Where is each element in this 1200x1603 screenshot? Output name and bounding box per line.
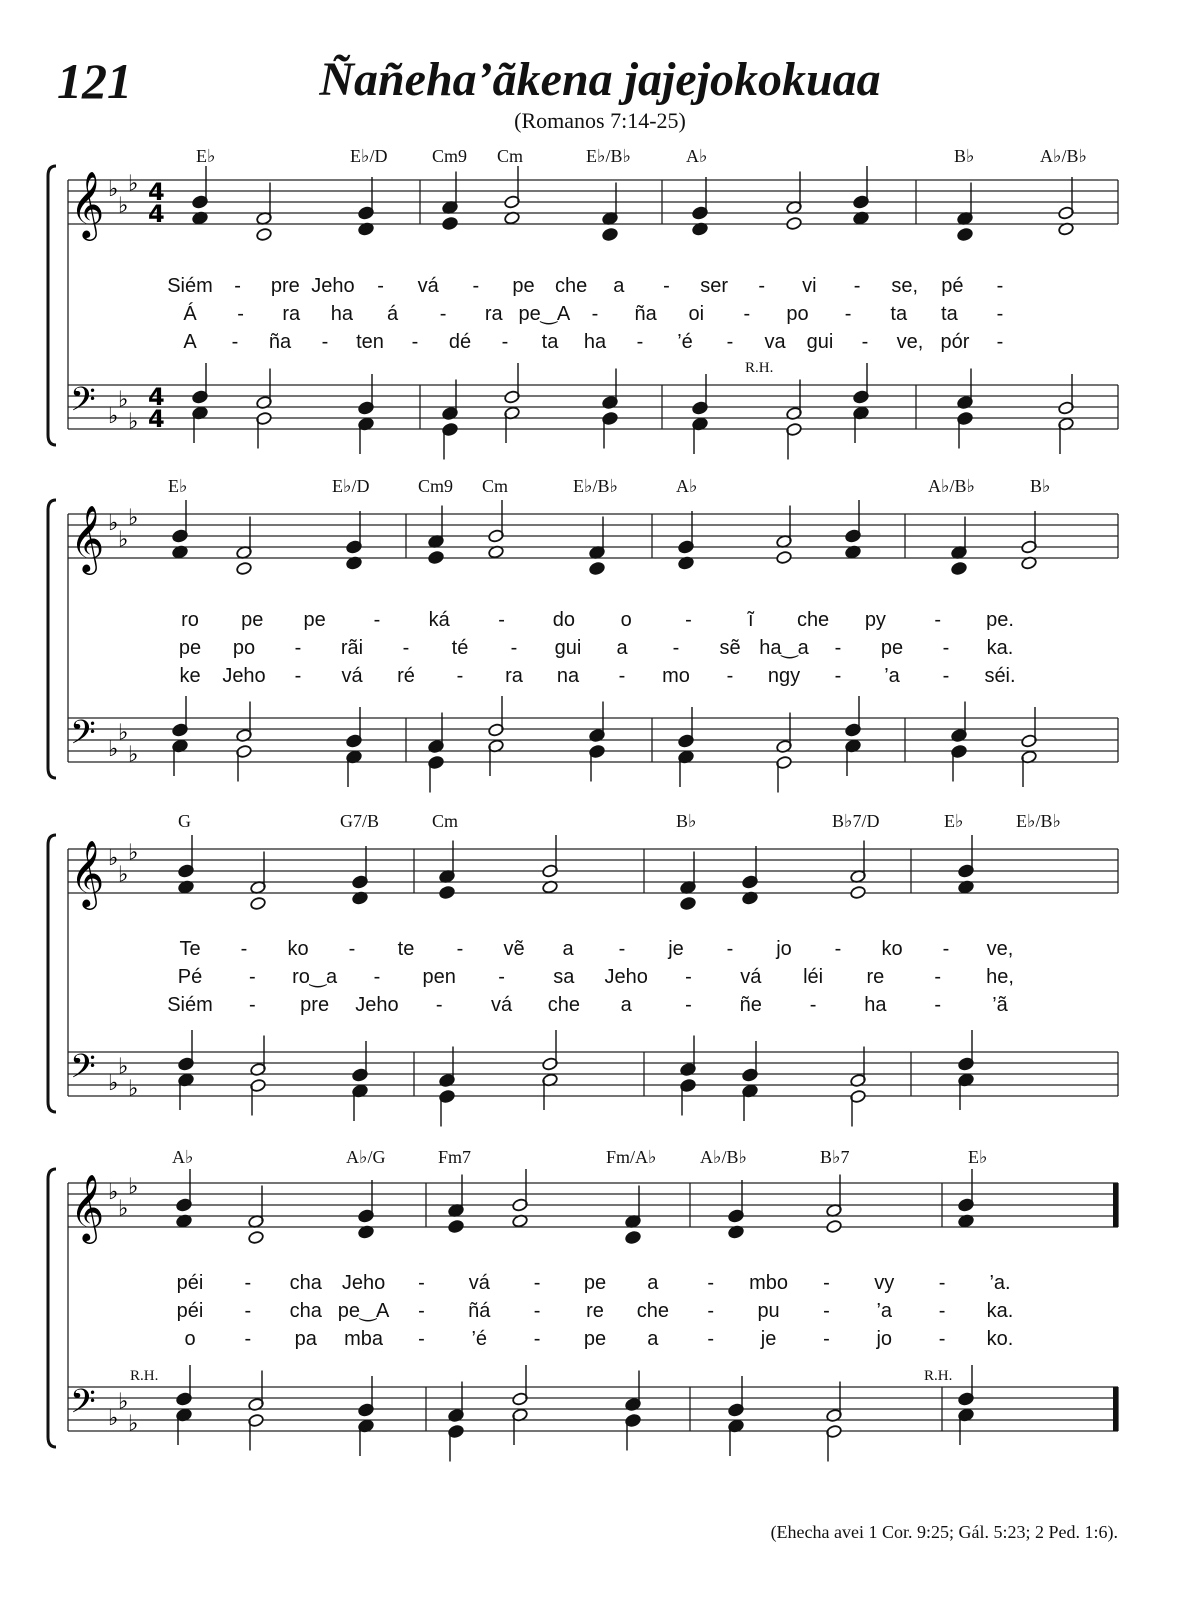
lyric-syllable: a — [562, 938, 574, 960]
lyric-syllable: - — [348, 938, 356, 960]
lyric-syllable: se, — [891, 275, 919, 297]
lyric-syllable: - — [411, 331, 419, 353]
lyric-syllable: - — [456, 938, 464, 960]
lyric-syllable: ser — [700, 275, 729, 297]
lyric-syllable: - — [402, 637, 410, 659]
key-flat-icon: ♭ — [108, 177, 119, 202]
lyric-syllable: Te — [179, 938, 201, 960]
treble-clef-icon: 𝄞 — [70, 170, 105, 238]
chord-symbol: E♭/B♭ — [1016, 811, 1061, 831]
chord-symbol: Cm — [482, 476, 509, 496]
lyric-syllable: - — [533, 1328, 541, 1350]
note-head — [236, 561, 253, 575]
lyric-syllable: - — [591, 303, 599, 325]
lyric-syllable: - — [456, 665, 464, 687]
chord-symbol: E♭/D — [332, 476, 370, 496]
lyric-syllable: a — [620, 994, 632, 1016]
lyric-syllable: - — [938, 1328, 946, 1350]
lyric-syllable: - — [418, 1300, 425, 1322]
lyric-syllable: ko — [881, 938, 903, 960]
lyric-syllable: vy — [874, 1272, 895, 1294]
lyric-syllable: Jeho — [222, 665, 266, 687]
time-signature: 4 — [148, 178, 165, 206]
lyric-syllable: pe‿A — [337, 1300, 390, 1322]
lyric-syllable: ten — [356, 331, 384, 353]
chord-symbol: Cm9 — [432, 146, 468, 166]
lyric-syllable: ñe — [739, 994, 762, 1016]
bass-clef-icon: 𝄢 — [70, 1048, 96, 1094]
lyric-syllable: oi — [688, 303, 705, 325]
lyric-syllable: pe. — [986, 609, 1014, 631]
lyric-syllable: - — [996, 331, 1004, 353]
lyric-syllable: Siém — [167, 994, 213, 1016]
lyric-syllable: péi — [176, 1300, 204, 1322]
lyric-syllable: ta — [890, 303, 908, 325]
chord-symbol: G — [178, 811, 191, 831]
chord-symbol: Fm/A♭ — [606, 1147, 657, 1167]
lyric-syllable: ve, — [896, 331, 924, 353]
key-flat-icon: ♭ — [128, 840, 139, 866]
chord-symbol: A♭/G — [346, 1147, 386, 1167]
time-signature: 4 — [148, 405, 165, 433]
right-hand-marking: R.H. — [924, 1368, 953, 1384]
lyric-syllable: vá — [341, 665, 363, 687]
lyric-syllable: - — [244, 1300, 252, 1322]
lyric-syllable: ro — [181, 609, 199, 631]
lyric-syllable: té — [451, 637, 469, 659]
key-flat-icon: ♭ — [128, 742, 139, 768]
lyric-syllable: re — [866, 966, 885, 988]
lyric-syllable: pa — [294, 1328, 317, 1350]
key-flat-icon: ♭ — [118, 720, 129, 746]
chord-symbol: B♭7 — [820, 1147, 850, 1167]
lyric-syllable: a — [647, 1328, 659, 1350]
note-head — [442, 216, 459, 230]
final-barline — [1113, 1387, 1118, 1431]
lyric-syllable: - — [418, 1328, 425, 1350]
chord-symbol: A♭/B♭ — [928, 476, 975, 496]
lyric-syllable: ĩ — [747, 609, 754, 631]
system — [48, 811, 1118, 1127]
lyric-syllable: o — [620, 609, 632, 631]
lyric-syllable: pe — [583, 1328, 607, 1350]
lyric-syllable: je — [668, 938, 684, 960]
lyric-syllable: - — [533, 1300, 541, 1322]
lyric-syllable: he, — [986, 966, 1014, 988]
lyric-syllable: - — [707, 1272, 715, 1294]
lyric-syllable: po — [786, 303, 809, 325]
lyric-syllable: - — [743, 303, 751, 325]
lyric-syllable: vá — [417, 275, 439, 297]
lyric-syllable: ko. — [986, 1328, 1014, 1350]
lyric-syllable: ta — [941, 303, 958, 325]
lyric-syllable: pe — [241, 609, 264, 631]
lyric-syllable: ta — [541, 331, 559, 353]
lyric-syllable: - — [853, 275, 861, 297]
key-flat-icon: ♭ — [118, 193, 129, 219]
system — [48, 1147, 1118, 1462]
treble-clef-icon: 𝄞 — [70, 839, 105, 907]
chord-symbol: Cm — [497, 146, 524, 166]
right-hand-marking: R.H. — [130, 1368, 159, 1384]
lyric-syllable: vẽ — [503, 938, 525, 960]
lyric-syllable: - — [240, 938, 248, 960]
lyric-syllable: - — [244, 1272, 252, 1294]
lyric-syllable: ña — [268, 331, 292, 353]
bass-clef-icon: 𝄢 — [70, 1383, 96, 1429]
lyric-syllable: ka. — [986, 1300, 1014, 1322]
system — [48, 146, 1118, 460]
lyric-syllable: cha — [289, 1272, 322, 1294]
lyric-syllable: - — [672, 637, 680, 659]
lyric-syllable: - — [685, 609, 692, 631]
note-head — [448, 1219, 465, 1233]
key-flat-icon: ♭ — [128, 505, 139, 531]
lyric-syllable: - — [439, 303, 447, 325]
key-flat-icon: ♭ — [108, 404, 119, 429]
lyric-syllable: che — [796, 609, 830, 631]
lyric-syllable: ha — [583, 331, 607, 353]
lyric-syllable: - — [844, 303, 852, 325]
lyric-syllable: séi. — [984, 665, 1016, 687]
lyric-syllable: ña — [634, 303, 657, 325]
key-flat-icon: ♭ — [128, 409, 139, 435]
lyric-syllable: a — [616, 637, 628, 659]
lyric-syllable: dé — [448, 331, 472, 353]
lyric-syllable: gui — [554, 637, 582, 659]
lyric-syllable: - — [237, 303, 244, 325]
lyric-syllable: ha‿a — [759, 637, 809, 659]
lyric-syllable: Á — [183, 303, 197, 325]
lyric-syllable: - — [934, 966, 942, 988]
lyric-syllable: ngy — [767, 665, 801, 687]
lyric-syllable: - — [435, 994, 443, 1016]
chord-symbol: Cm — [432, 811, 459, 831]
note-head — [786, 216, 803, 230]
chord-symbol: A♭ — [686, 146, 708, 166]
lyric-syllable: - — [726, 938, 734, 960]
note-head — [589, 561, 606, 575]
key-flat-icon: ♭ — [118, 1054, 129, 1080]
lyric-syllable: ha — [864, 994, 887, 1016]
key-flat-icon: ♭ — [128, 1411, 139, 1437]
lyric-syllable: che — [555, 275, 588, 297]
lyric-syllable: pre — [300, 994, 330, 1016]
lyric-syllable: ve, — [986, 938, 1014, 960]
key-flat-icon: ♭ — [108, 737, 119, 762]
lyric-syllable: pe — [583, 1272, 607, 1294]
lyric-syllable: - — [231, 331, 239, 353]
lyric-syllable: ka. — [986, 637, 1014, 659]
lyric-syllable: pe — [303, 609, 326, 631]
lyric-syllable: je — [760, 1328, 777, 1350]
lyric-syllable: rãi — [340, 637, 364, 659]
lyric-syllable: po — [232, 637, 256, 659]
lyric-syllable: che — [636, 1300, 669, 1322]
lyric-syllable: pe — [880, 637, 904, 659]
key-flat-icon: ♭ — [118, 1196, 129, 1222]
lyric-syllable: ’a — [876, 1300, 893, 1322]
system-bracket — [48, 166, 56, 445]
lyric-syllable: jo — [776, 938, 792, 960]
lyric-syllable: - — [321, 331, 329, 353]
lyric-syllable: o — [184, 1328, 196, 1350]
chord-symbol: E♭ — [968, 1147, 988, 1167]
lyric-syllable: ’ã — [992, 994, 1008, 1016]
treble-clef-icon: 𝄞 — [70, 504, 105, 572]
key-flat-icon: ♭ — [118, 862, 129, 888]
note-head — [951, 561, 968, 575]
lyric-syllable: - — [861, 331, 869, 353]
lyric-syllable: Jeho — [311, 275, 355, 297]
lyric-syllable: - — [294, 637, 302, 659]
lyric-syllable: sa — [553, 966, 575, 988]
lyric-syllable: a — [613, 275, 625, 297]
chord-symbol: E♭/D — [350, 146, 388, 166]
lyric-syllable: pe — [178, 637, 202, 659]
lyric-syllable: Jeho — [355, 994, 399, 1016]
lyric-syllable: - — [934, 609, 942, 631]
lyric-syllable: pu — [757, 1300, 780, 1322]
lyric-syllable: - — [618, 938, 626, 960]
lyric-syllable: - — [685, 994, 692, 1016]
lyric-syllable: - — [373, 966, 381, 988]
final-barline — [1113, 1183, 1118, 1227]
lyric-syllable: - — [942, 665, 950, 687]
lyric-syllable: - — [472, 275, 480, 297]
key-flat-icon: ♭ — [118, 527, 129, 553]
lyric-syllable: do — [552, 609, 575, 631]
lyric-syllable: Jeho — [341, 1272, 386, 1294]
lyric-syllable: ’é — [677, 331, 693, 353]
lyric-syllable: pre — [270, 275, 300, 297]
hymn-number: 121 — [57, 53, 132, 109]
key-flat-icon: ♭ — [108, 511, 119, 536]
lyric-syllable: á — [386, 303, 399, 325]
lyric-syllable: - — [996, 303, 1004, 325]
lyric-syllable: léi — [803, 966, 824, 988]
lyric-syllable: ra — [505, 665, 523, 687]
time-signature: 4 — [148, 383, 165, 411]
note-head — [602, 227, 619, 241]
lyric-syllable: - — [823, 1328, 830, 1350]
lyric-syllable: - — [294, 665, 302, 687]
lyric-syllable: pe‿A — [518, 303, 571, 325]
lyric-syllable: - — [234, 275, 241, 297]
lyric-syllable: péi — [176, 1272, 204, 1294]
lyric-syllable: py — [864, 609, 886, 631]
lyric-syllable: jo — [876, 1328, 893, 1350]
lyric-syllable: ré — [397, 665, 415, 687]
hymn-title: Ñañeha’ãkena jajejokokuaa — [319, 53, 881, 106]
lyric-syllable: - — [663, 275, 670, 297]
chord-symbol: A♭/B♭ — [700, 1147, 747, 1167]
lyric-syllable: na — [556, 665, 580, 687]
note-head — [850, 885, 867, 899]
chord-symbol: E♭ — [168, 476, 188, 496]
lyric-syllable: va — [764, 331, 786, 353]
right-hand-marking: R.H. — [745, 360, 774, 376]
chord-symbol: Cm9 — [418, 476, 454, 496]
lyric-syllable: vi — [802, 275, 817, 297]
lyric-syllable: ’a — [884, 665, 900, 687]
chord-symbol: B♭ — [676, 811, 697, 831]
lyric-syllable: vá — [468, 1272, 490, 1294]
lyric-syllable: cha — [289, 1300, 322, 1322]
lyric-syllable: - — [823, 1272, 830, 1294]
chord-symbol: E♭ — [944, 811, 964, 831]
treble-clef-icon: 𝄞 — [70, 1173, 105, 1241]
lyric-syllable: - — [373, 609, 381, 631]
chord-symbol: E♭ — [196, 146, 216, 166]
lyric-syllable: re — [586, 1300, 604, 1322]
lyric-syllable: ko — [287, 938, 309, 960]
lyric-syllable: - — [498, 966, 505, 988]
lyric-syllable: - — [533, 1272, 541, 1294]
lyric-syllable: ’é — [471, 1328, 488, 1350]
bass-clef-icon: 𝄢 — [70, 714, 96, 760]
lyric-syllable: ro‿a — [292, 966, 338, 988]
lyric-syllable: - — [498, 609, 505, 631]
lyric-syllable: ha — [330, 303, 353, 325]
lyric-syllable: - — [501, 331, 509, 353]
system — [48, 476, 1118, 793]
lyric-syllable: ’a. — [989, 1272, 1011, 1294]
chord-symbol: E♭/B♭ — [573, 476, 618, 496]
system-bracket — [48, 835, 56, 1112]
lyric-syllable: gui — [806, 331, 834, 353]
lyric-syllable: pór — [940, 331, 970, 353]
lyric-syllable: a — [647, 1272, 659, 1294]
system-bracket — [48, 1169, 56, 1447]
lyric-syllable: sẽ — [719, 637, 741, 659]
lyric-syllable: - — [618, 665, 626, 687]
note-head — [680, 896, 697, 910]
note-head — [776, 550, 793, 564]
lyric-syllable: - — [418, 1272, 425, 1294]
lyric-syllable: ra — [282, 303, 301, 325]
lyric-syllable: ká — [428, 609, 450, 631]
key-flat-icon: ♭ — [108, 1071, 119, 1096]
lyric-syllable: - — [248, 966, 256, 988]
lyric-syllable: che — [547, 994, 580, 1016]
key-flat-icon: ♭ — [128, 171, 139, 197]
key-flat-icon: ♭ — [128, 1174, 139, 1200]
lyric-syllable: - — [707, 1328, 715, 1350]
lyric-syllable: A — [183, 331, 197, 353]
lyric-syllable: pe — [512, 275, 535, 297]
lyric-syllable: - — [942, 637, 950, 659]
bass-clef-icon: 𝄢 — [70, 381, 96, 427]
lyric-syllable: - — [248, 994, 256, 1016]
chord-symbol: A♭/B♭ — [1040, 146, 1087, 166]
lyric-syllable: - — [510, 637, 518, 659]
lyric-syllable: - — [809, 994, 817, 1016]
lyric-syllable: ñá — [468, 1300, 491, 1322]
lyric-syllable: pen — [422, 966, 456, 988]
lyric-syllable: ke — [179, 665, 201, 687]
lyric-syllable: - — [244, 1328, 252, 1350]
note-head — [957, 227, 974, 241]
note-head — [439, 885, 456, 899]
lyric-syllable: - — [707, 1300, 715, 1322]
chord-symbol: B♭7/D — [832, 811, 880, 831]
lyric-syllable: - — [685, 966, 692, 988]
chord-symbol: G7/B — [340, 811, 380, 831]
key-flat-icon: ♭ — [118, 387, 129, 413]
key-flat-icon: ♭ — [128, 1076, 139, 1102]
note-head — [428, 550, 445, 564]
lyric-syllable: mbo — [749, 1272, 789, 1294]
lyric-syllable: Pé — [177, 966, 203, 988]
lyric-syllable: - — [726, 665, 734, 687]
lyric-syllable: - — [942, 938, 950, 960]
note-head — [826, 1219, 843, 1233]
system-bracket — [48, 500, 56, 778]
lyric-syllable: - — [938, 1272, 946, 1294]
chord-symbol: A♭ — [172, 1147, 194, 1167]
lyric-syllable: - — [834, 938, 842, 960]
chord-symbol: E♭/B♭ — [586, 146, 631, 166]
key-flat-icon: ♭ — [108, 1406, 119, 1431]
lyric-syllable: - — [636, 331, 644, 353]
lyric-syllable: - — [938, 1300, 946, 1322]
note-head — [248, 1230, 265, 1244]
scripture-reference: (Romanos 7:14-25) — [514, 108, 686, 133]
note-head — [250, 896, 267, 910]
key-flat-icon: ♭ — [108, 846, 119, 871]
lyric-syllable: - — [823, 1300, 830, 1322]
key-flat-icon: ♭ — [118, 1389, 129, 1415]
key-flat-icon: ♭ — [108, 1180, 119, 1205]
lyric-syllable: te — [397, 938, 415, 960]
lyric-syllable: ra — [484, 303, 503, 325]
lyric-syllable: - — [934, 994, 942, 1016]
lyric-syllable: pé — [941, 275, 964, 297]
footnote: (Ehecha avei 1 Cor. 9:25; Gál. 5:23; 2 Ped. 1:6). — [770, 1522, 1118, 1542]
lyric-syllable: mba — [344, 1328, 384, 1350]
chord-symbol: A♭ — [676, 476, 698, 496]
lyric-syllable: - — [834, 637, 842, 659]
time-signature: 4 — [148, 200, 165, 228]
lyric-syllable: - — [758, 275, 766, 297]
chord-symbol: Fm7 — [438, 1147, 472, 1167]
lyric-syllable: Jeho — [604, 966, 648, 988]
chord-symbol: B♭ — [954, 146, 975, 166]
lyric-syllable: - — [996, 275, 1004, 297]
lyric-syllable: vá — [490, 994, 513, 1016]
lyric-syllable: vá — [740, 966, 762, 988]
note-head — [625, 1230, 642, 1244]
lyric-syllable: - — [726, 331, 734, 353]
note-head — [256, 227, 273, 241]
lyric-syllable: - — [834, 665, 842, 687]
lyric-syllable: Siém — [167, 275, 213, 297]
chord-symbol: B♭ — [1030, 476, 1051, 496]
lyric-syllable: - — [377, 275, 384, 297]
lyric-syllable: mo — [662, 665, 690, 687]
